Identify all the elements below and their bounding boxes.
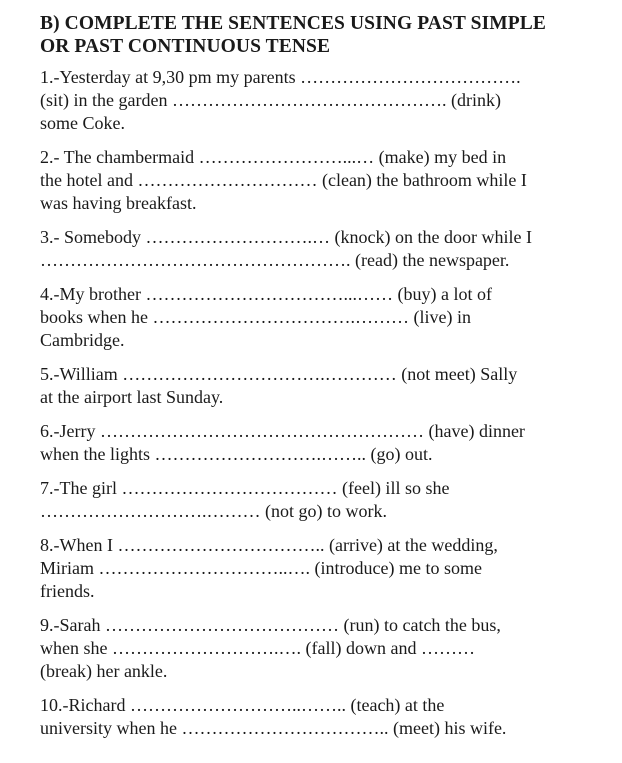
sentence-line: 10.-Richard ………………………..…….. (teach) at the (40, 695, 445, 715)
sentence-line: university when he …………………………….. (meet) his wife. (40, 718, 507, 738)
sentence-line: friends. (40, 581, 95, 601)
exercise-heading (40, 12, 580, 58)
sentence-2 (40, 146, 580, 215)
sentence-line: 3.- Somebody ……………………….… (knock) on the door while I (40, 227, 532, 247)
sentence-line: when the lights ……………………….…….. (go) out. (40, 444, 433, 464)
sentence-line: 2.- The chambermaid ……………………...… (make) my bed in (40, 147, 507, 167)
sentence-5 (40, 363, 580, 409)
sentence-line: some Coke. (40, 113, 125, 133)
sentence-line: 4.-My brother ……………………………...…… (buy) a lot of (40, 284, 492, 304)
sentence-6 (40, 420, 580, 466)
sentence-line: 8.-When I …………………………….. (arrive) at the wedding, (40, 535, 498, 555)
sentence-line: ……………………….……… (not go) to work. (40, 501, 387, 521)
heading-line-2: OR PAST CONTINUOUS TENSE (40, 36, 331, 57)
sentence-line: 6.-Jerry ……………………………………………… (have) dinner (40, 421, 525, 441)
sentence-line: 5.-William …………………………….………… (not meet) Sally (40, 364, 518, 384)
sentence-line: Cambridge. (40, 330, 125, 350)
sentence-10 (40, 694, 580, 740)
sentence-line: books when he …………………………….……… (live) in (40, 307, 471, 327)
sentence-4 (40, 283, 580, 352)
sentence-1 (40, 66, 580, 135)
sentence-line: 7.-The girl ……………………………… (feel) ill so she (40, 478, 450, 498)
sentence-7 (40, 477, 580, 523)
sentence-3 (40, 226, 580, 272)
sentence-line: at the airport last Sunday. (40, 387, 224, 407)
sentence-line: (break) her ankle. (40, 661, 168, 681)
sentence-line: 1.-Yesterday at 9,30 pm my parents ………………………………. (40, 67, 521, 87)
sentence-line: Miriam …………………………..…. (introduce) me to some (40, 558, 482, 578)
sentence-line: the hotel and ………………………… (clean) the bathroom while I (40, 170, 527, 190)
sentence-line: was having breakfast. (40, 193, 197, 213)
sentence-line: ……………………………………………. (read) the newspaper. (40, 250, 510, 270)
sentence-line: 9.-Sarah ………………………………… (run) to catch the bus, (40, 615, 501, 635)
sentence-line: (sit) in the garden ………………………………………. (drink) (40, 90, 501, 110)
sentence-line: when she ……………………….…. (fall) down and ……… (40, 638, 475, 658)
sentence-8 (40, 534, 580, 603)
heading-line-1: B) COMPLETE THE SENTENCES USING PAST SIMPLE (40, 13, 547, 34)
sentence-9 (40, 614, 580, 683)
